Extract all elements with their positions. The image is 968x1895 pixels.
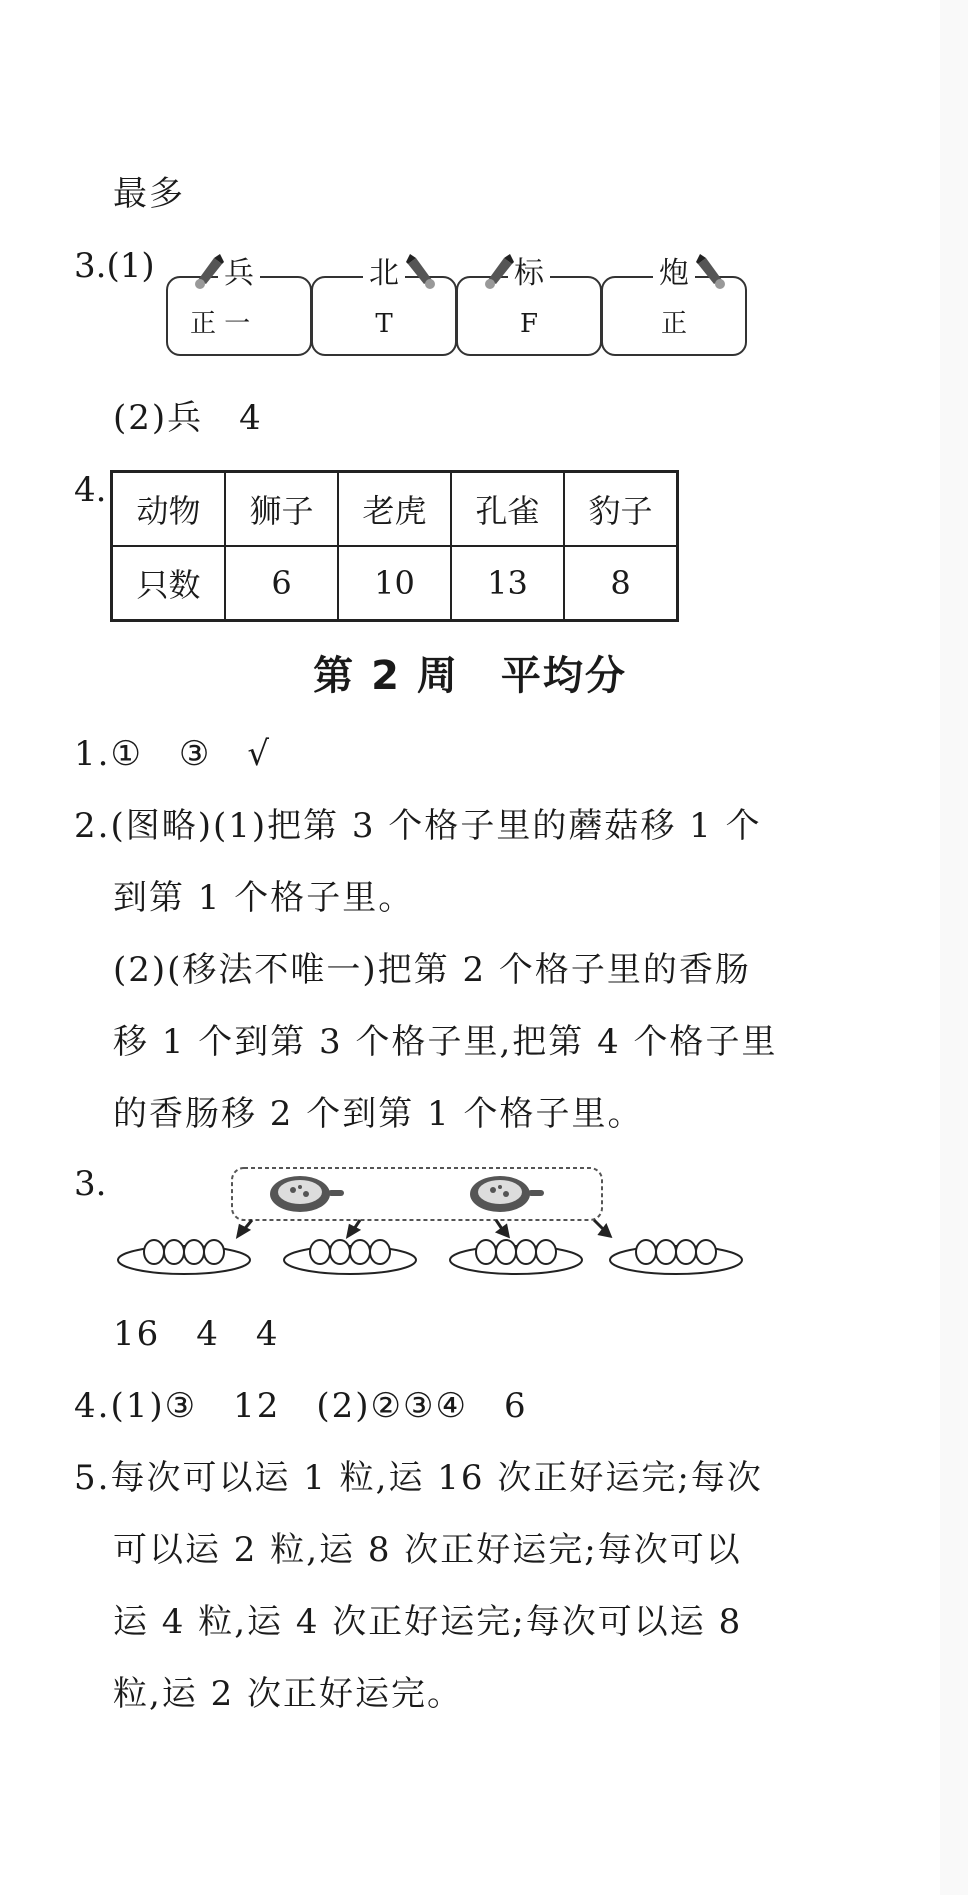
answer-5-line-4: 粒,运 2 次正好运完。 <box>113 1674 464 1714</box>
top-text: 最多 <box>113 174 185 214</box>
table-cell: 动物 <box>112 472 226 547</box>
answer-5-line-2: 可以运 2 粒,运 8 次正好运完;每次可以 <box>113 1530 742 1570</box>
table-row <box>112 546 678 621</box>
answer-3-number: 3. <box>74 1164 107 1204</box>
plate-icon <box>450 1240 582 1274</box>
plate-icon <box>118 1240 250 1274</box>
tally-label-pao: 炮 <box>653 256 695 292</box>
rocket-icon <box>402 250 438 290</box>
answer-2-line-2: 到第 1 个格子里。 <box>113 878 415 918</box>
q3-part2: (2)兵 4 <box>113 398 263 438</box>
answer-1: 1.① ③ √ <box>74 734 272 774</box>
q4-number: 4. <box>74 470 107 510</box>
pizza-plates-illustration <box>110 1160 750 1284</box>
pizza-icon <box>470 1176 544 1212</box>
table-row <box>112 472 678 547</box>
table-cell: 13 <box>451 546 564 621</box>
tally-label-bei: 北 <box>363 256 405 292</box>
table-cell: 狮子 <box>225 472 338 547</box>
answer-2-line-3: (2)(移法不唯一)把第 2 个格子里的香肠 <box>113 950 751 990</box>
rocket-icon <box>192 250 228 290</box>
table-cell: 只数 <box>112 546 226 621</box>
answer-3-values: 16 4 4 <box>113 1314 280 1354</box>
answer-5-line-1: 5.每次可以运 1 粒,运 16 次正好运完;每次 <box>74 1458 763 1498</box>
tally-box-bing <box>166 256 312 356</box>
answer-5-line-3: 运 4 粒,运 4 次正好运完;每次可以运 8 <box>113 1602 743 1642</box>
table-cell: 孔雀 <box>451 472 564 547</box>
tally-label-biao: 标 <box>508 256 550 292</box>
table-cell: 8 <box>564 546 678 621</box>
tally-marks-bei: T <box>375 309 393 339</box>
table-cell: 老虎 <box>338 472 451 547</box>
answer-4: 4.(1)③ 12 (2)②③④ 6 <box>74 1386 528 1426</box>
tally-marks-biao: F <box>519 309 539 339</box>
answer-2-line-4: 移 1 个到第 3 个格子里,把第 4 个格子里 <box>113 1022 778 1062</box>
tally-box-biao <box>456 256 602 356</box>
animal-count-table <box>110 470 679 622</box>
week-heading: 第 2 周 平均分 <box>313 653 627 699</box>
pizza-icon <box>270 1176 344 1212</box>
answer-2-line-5: 的香肠移 2 个到第 1 个格子里。 <box>113 1094 644 1134</box>
plate-icon <box>284 1240 416 1274</box>
plate-icon <box>610 1240 742 1274</box>
q3-number: 3.(1) <box>74 246 155 286</box>
table-cell: 10 <box>338 546 451 621</box>
rocket-icon <box>482 250 518 290</box>
tally-marks-bing: 正 一 <box>190 309 251 339</box>
table-cell: 6 <box>225 546 338 621</box>
answer-2-line-1: 2.(图略)(1)把第 3 个格子里的蘑菇移 1 个 <box>74 806 762 846</box>
tally-marks-pao: 正 <box>660 309 687 339</box>
table-cell: 豹子 <box>564 472 678 547</box>
rocket-icon <box>692 250 728 290</box>
tally-label-bing: 兵 <box>218 256 260 292</box>
